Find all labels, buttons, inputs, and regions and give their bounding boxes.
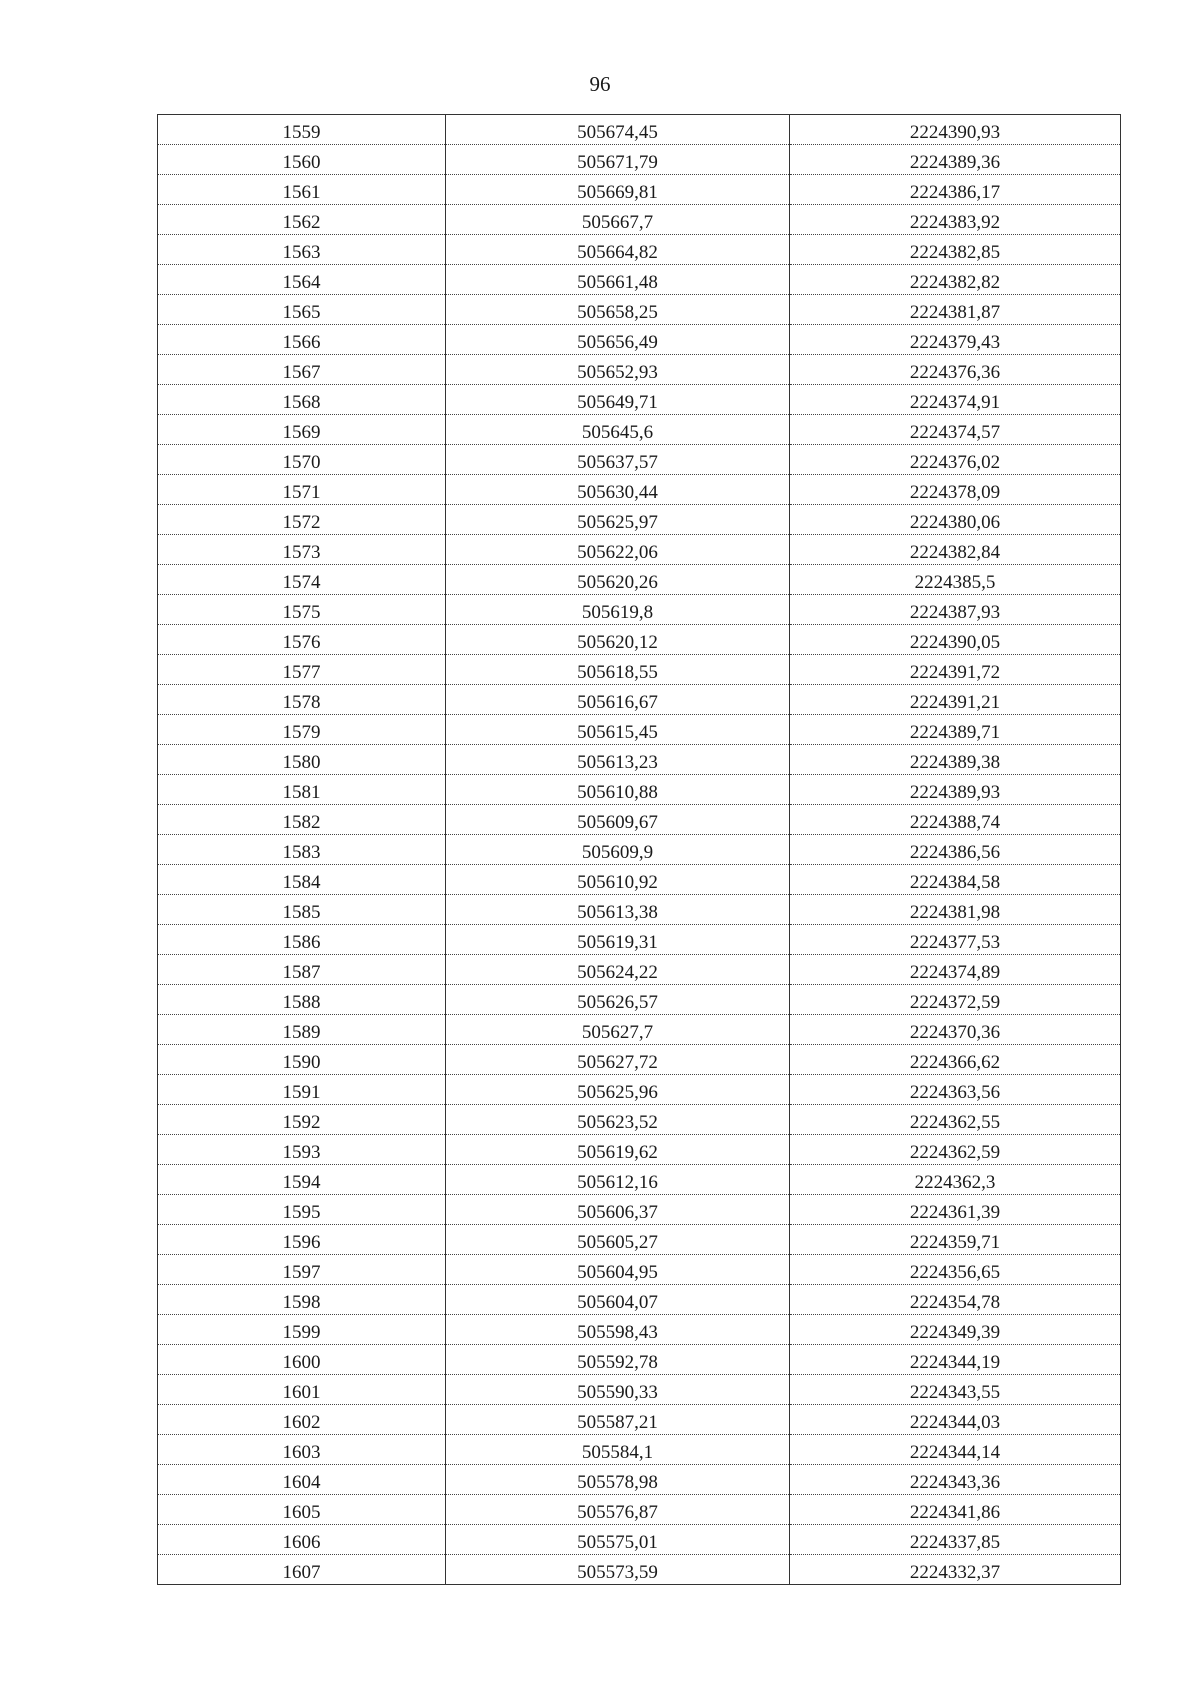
table-row: [158, 715, 1121, 745]
y-coordinate-cell: 2224382,82: [790, 265, 1121, 295]
point-number-cell: 1568: [158, 385, 446, 415]
y-coordinate-cell: 2224390,05: [790, 625, 1121, 655]
point-number-cell: 1590: [158, 1045, 446, 1075]
x-coordinate-cell: 505576,87: [446, 1495, 790, 1525]
point-number-cell: 1561: [158, 175, 446, 205]
page-number: 96: [589, 72, 611, 96]
y-coordinate-cell: 2224341,86: [790, 1495, 1121, 1525]
table-row: [158, 175, 1121, 205]
y-coordinate-cell: 2224382,84: [790, 535, 1121, 565]
table-row: [158, 835, 1121, 865]
x-coordinate-cell: 505609,67: [446, 805, 790, 835]
x-coordinate-cell: 505604,95: [446, 1255, 790, 1285]
y-coordinate-cell: 2224383,92: [790, 205, 1121, 235]
x-coordinate-cell: 505616,67: [446, 685, 790, 715]
point-number-cell: 1594: [158, 1165, 446, 1195]
point-number-cell: 1589: [158, 1015, 446, 1045]
point-number-cell: 1583: [158, 835, 446, 865]
table-row: [158, 1405, 1121, 1435]
table-row: [158, 385, 1121, 415]
x-coordinate-cell: 505671,79: [446, 145, 790, 175]
x-coordinate-cell: 505573,59: [446, 1555, 790, 1585]
y-coordinate-cell: 2224376,36: [790, 355, 1121, 385]
x-coordinate-cell: 505645,6: [446, 415, 790, 445]
point-number-cell: 1593: [158, 1135, 446, 1165]
x-coordinate-cell: 505598,43: [446, 1315, 790, 1345]
y-coordinate-cell: 2224361,39: [790, 1195, 1121, 1225]
point-number-cell: 1563: [158, 235, 446, 265]
y-coordinate-cell: 2224386,17: [790, 175, 1121, 205]
y-coordinate-cell: 2224349,39: [790, 1315, 1121, 1345]
x-coordinate-cell: 505661,48: [446, 265, 790, 295]
x-coordinate-cell: 505618,55: [446, 655, 790, 685]
y-coordinate-cell: 2224372,59: [790, 985, 1121, 1015]
y-coordinate-cell: 2224378,09: [790, 475, 1121, 505]
y-coordinate-cell: 2224354,78: [790, 1285, 1121, 1315]
table-row: [158, 1555, 1121, 1585]
point-number-cell: 1585: [158, 895, 446, 925]
coordinates-table: [157, 114, 1121, 1585]
point-number-cell: 1570: [158, 445, 446, 475]
point-number-cell: 1567: [158, 355, 446, 385]
x-coordinate-cell: 505619,31: [446, 925, 790, 955]
y-coordinate-cell: 2224382,85: [790, 235, 1121, 265]
y-coordinate-cell: 2224374,89: [790, 955, 1121, 985]
table-row: [158, 445, 1121, 475]
point-number-cell: 1598: [158, 1285, 446, 1315]
table-row: [158, 805, 1121, 835]
point-number-cell: 1573: [158, 535, 446, 565]
x-coordinate-cell: 505620,12: [446, 625, 790, 655]
y-coordinate-cell: 2224389,36: [790, 145, 1121, 175]
x-coordinate-cell: 505637,57: [446, 445, 790, 475]
table-row: [158, 895, 1121, 925]
y-coordinate-cell: 2224343,36: [790, 1465, 1121, 1495]
table-row: [158, 1255, 1121, 1285]
y-coordinate-cell: 2224366,62: [790, 1045, 1121, 1075]
table-row: [158, 265, 1121, 295]
y-coordinate-cell: 2224362,3: [790, 1165, 1121, 1195]
x-coordinate-cell: 505605,27: [446, 1225, 790, 1255]
table-row: [158, 985, 1121, 1015]
y-coordinate-cell: 2224387,93: [790, 595, 1121, 625]
point-number-cell: 1607: [158, 1555, 446, 1585]
point-number-cell: 1565: [158, 295, 446, 325]
point-number-cell: 1571: [158, 475, 446, 505]
y-coordinate-cell: 2224391,21: [790, 685, 1121, 715]
x-coordinate-cell: 505610,88: [446, 775, 790, 805]
table-row: [158, 1165, 1121, 1195]
table-row: [158, 1495, 1121, 1525]
point-number-cell: 1605: [158, 1495, 446, 1525]
x-coordinate-cell: 505592,78: [446, 1345, 790, 1375]
point-number-cell: 1588: [158, 985, 446, 1015]
point-number-cell: 1572: [158, 505, 446, 535]
y-coordinate-cell: 2224337,85: [790, 1525, 1121, 1555]
point-number-cell: 1577: [158, 655, 446, 685]
point-number-cell: 1602: [158, 1405, 446, 1435]
y-coordinate-cell: 2224356,65: [790, 1255, 1121, 1285]
table-row: [158, 1345, 1121, 1375]
y-coordinate-cell: 2224380,06: [790, 505, 1121, 535]
y-coordinate-cell: 2224363,56: [790, 1075, 1121, 1105]
table-row: [158, 325, 1121, 355]
x-coordinate-cell: 505669,81: [446, 175, 790, 205]
x-coordinate-cell: 505590,33: [446, 1375, 790, 1405]
x-coordinate-cell: 505658,25: [446, 295, 790, 325]
point-number-cell: 1586: [158, 925, 446, 955]
table-row: [158, 1105, 1121, 1135]
point-number-cell: 1591: [158, 1075, 446, 1105]
x-coordinate-cell: 505652,93: [446, 355, 790, 385]
x-coordinate-cell: 505604,07: [446, 1285, 790, 1315]
point-number-cell: 1578: [158, 685, 446, 715]
x-coordinate-cell: 505630,44: [446, 475, 790, 505]
x-coordinate-cell: 505656,49: [446, 325, 790, 355]
y-coordinate-cell: 2224359,71: [790, 1225, 1121, 1255]
x-coordinate-cell: 505619,8: [446, 595, 790, 625]
x-coordinate-cell: 505622,06: [446, 535, 790, 565]
point-number-cell: 1596: [158, 1225, 446, 1255]
table-row: [158, 1195, 1121, 1225]
point-number-cell: 1582: [158, 805, 446, 835]
y-coordinate-cell: 2224390,93: [790, 115, 1121, 145]
y-coordinate-cell: 2224381,87: [790, 295, 1121, 325]
point-number-cell: 1597: [158, 1255, 446, 1285]
table-row: [158, 955, 1121, 985]
x-coordinate-cell: 505613,38: [446, 895, 790, 925]
point-number-cell: 1603: [158, 1435, 446, 1465]
table-row: [158, 355, 1121, 385]
table-row: [158, 295, 1121, 325]
y-coordinate-cell: 2224379,43: [790, 325, 1121, 355]
x-coordinate-cell: 505623,52: [446, 1105, 790, 1135]
y-coordinate-cell: 2224362,59: [790, 1135, 1121, 1165]
x-coordinate-cell: 505649,71: [446, 385, 790, 415]
point-number-cell: 1592: [158, 1105, 446, 1135]
x-coordinate-cell: 505627,7: [446, 1015, 790, 1045]
table-row: [158, 1315, 1121, 1345]
point-number-cell: 1604: [158, 1465, 446, 1495]
table-row: [158, 595, 1121, 625]
x-coordinate-cell: 505606,37: [446, 1195, 790, 1225]
table-row: [158, 625, 1121, 655]
table-row: [158, 1015, 1121, 1045]
y-coordinate-cell: 2224389,38: [790, 745, 1121, 775]
point-number-cell: 1562: [158, 205, 446, 235]
x-coordinate-cell: 505625,96: [446, 1075, 790, 1105]
table-row: [158, 1045, 1121, 1075]
table-row: [158, 1375, 1121, 1405]
table-row: [158, 475, 1121, 505]
x-coordinate-cell: 505624,22: [446, 955, 790, 985]
y-coordinate-cell: 2224385,5: [790, 565, 1121, 595]
x-coordinate-cell: 505578,98: [446, 1465, 790, 1495]
table-row: [158, 865, 1121, 895]
table-row: [158, 145, 1121, 175]
table-row: [158, 1435, 1121, 1465]
point-number-cell: 1560: [158, 145, 446, 175]
x-coordinate-cell: 505625,97: [446, 505, 790, 535]
table-row: [158, 205, 1121, 235]
x-coordinate-cell: 505619,62: [446, 1135, 790, 1165]
point-number-cell: 1584: [158, 865, 446, 895]
y-coordinate-cell: 2224344,19: [790, 1345, 1121, 1375]
y-coordinate-cell: 2224381,98: [790, 895, 1121, 925]
point-number-cell: 1576: [158, 625, 446, 655]
table-row: [158, 775, 1121, 805]
x-coordinate-cell: 505626,57: [446, 985, 790, 1015]
point-number-cell: 1600: [158, 1345, 446, 1375]
y-coordinate-cell: 2224389,71: [790, 715, 1121, 745]
point-number-cell: 1564: [158, 265, 446, 295]
y-coordinate-cell: 2224388,74: [790, 805, 1121, 835]
y-coordinate-cell: 2224344,03: [790, 1405, 1121, 1435]
table-row: [158, 745, 1121, 775]
point-number-cell: 1595: [158, 1195, 446, 1225]
coordinates-table-body: [158, 115, 1121, 1585]
point-number-cell: 1569: [158, 415, 446, 445]
table-row: [158, 1465, 1121, 1495]
point-number-cell: 1579: [158, 715, 446, 745]
table-row: [158, 505, 1121, 535]
table-row: [158, 235, 1121, 265]
table-row: [158, 1525, 1121, 1555]
x-coordinate-cell: 505613,23: [446, 745, 790, 775]
table-row: [158, 1075, 1121, 1105]
x-coordinate-cell: 505627,72: [446, 1045, 790, 1075]
y-coordinate-cell: 2224391,72: [790, 655, 1121, 685]
point-number-cell: 1559: [158, 115, 446, 145]
x-coordinate-cell: 505664,82: [446, 235, 790, 265]
x-coordinate-cell: 505667,7: [446, 205, 790, 235]
x-coordinate-cell: 505575,01: [446, 1525, 790, 1555]
x-coordinate-cell: 505584,1: [446, 1435, 790, 1465]
y-coordinate-cell: 2224377,53: [790, 925, 1121, 955]
y-coordinate-cell: 2224376,02: [790, 445, 1121, 475]
x-coordinate-cell: 505620,26: [446, 565, 790, 595]
x-coordinate-cell: 505587,21: [446, 1405, 790, 1435]
x-coordinate-cell: 505610,92: [446, 865, 790, 895]
table-row: [158, 925, 1121, 955]
point-number-cell: 1574: [158, 565, 446, 595]
x-coordinate-cell: 505612,16: [446, 1165, 790, 1195]
table-row: [158, 655, 1121, 685]
point-number-cell: 1575: [158, 595, 446, 625]
y-coordinate-cell: 2224344,14: [790, 1435, 1121, 1465]
point-number-cell: 1581: [158, 775, 446, 805]
y-coordinate-cell: 2224370,36: [790, 1015, 1121, 1045]
y-coordinate-cell: 2224386,56: [790, 835, 1121, 865]
table-row: [158, 415, 1121, 445]
y-coordinate-cell: 2224374,57: [790, 415, 1121, 445]
x-coordinate-cell: 505674,45: [446, 115, 790, 145]
x-coordinate-cell: 505609,9: [446, 835, 790, 865]
x-coordinate-cell: 505615,45: [446, 715, 790, 745]
y-coordinate-cell: 2224384,58: [790, 865, 1121, 895]
point-number-cell: 1599: [158, 1315, 446, 1345]
point-number-cell: 1580: [158, 745, 446, 775]
y-coordinate-cell: 2224332,37: [790, 1555, 1121, 1585]
table-row: [158, 535, 1121, 565]
point-number-cell: 1566: [158, 325, 446, 355]
point-number-cell: 1606: [158, 1525, 446, 1555]
table-row: [158, 1135, 1121, 1165]
y-coordinate-cell: 2224362,55: [790, 1105, 1121, 1135]
point-number-cell: 1587: [158, 955, 446, 985]
y-coordinate-cell: 2224343,55: [790, 1375, 1121, 1405]
point-number-cell: 1601: [158, 1375, 446, 1405]
y-coordinate-cell: 2224389,93: [790, 775, 1121, 805]
table-row: [158, 1225, 1121, 1255]
table-row: [158, 685, 1121, 715]
y-coordinate-cell: 2224374,91: [790, 385, 1121, 415]
table-row: [158, 1285, 1121, 1315]
table-row: [158, 565, 1121, 595]
table-row: [158, 115, 1121, 145]
